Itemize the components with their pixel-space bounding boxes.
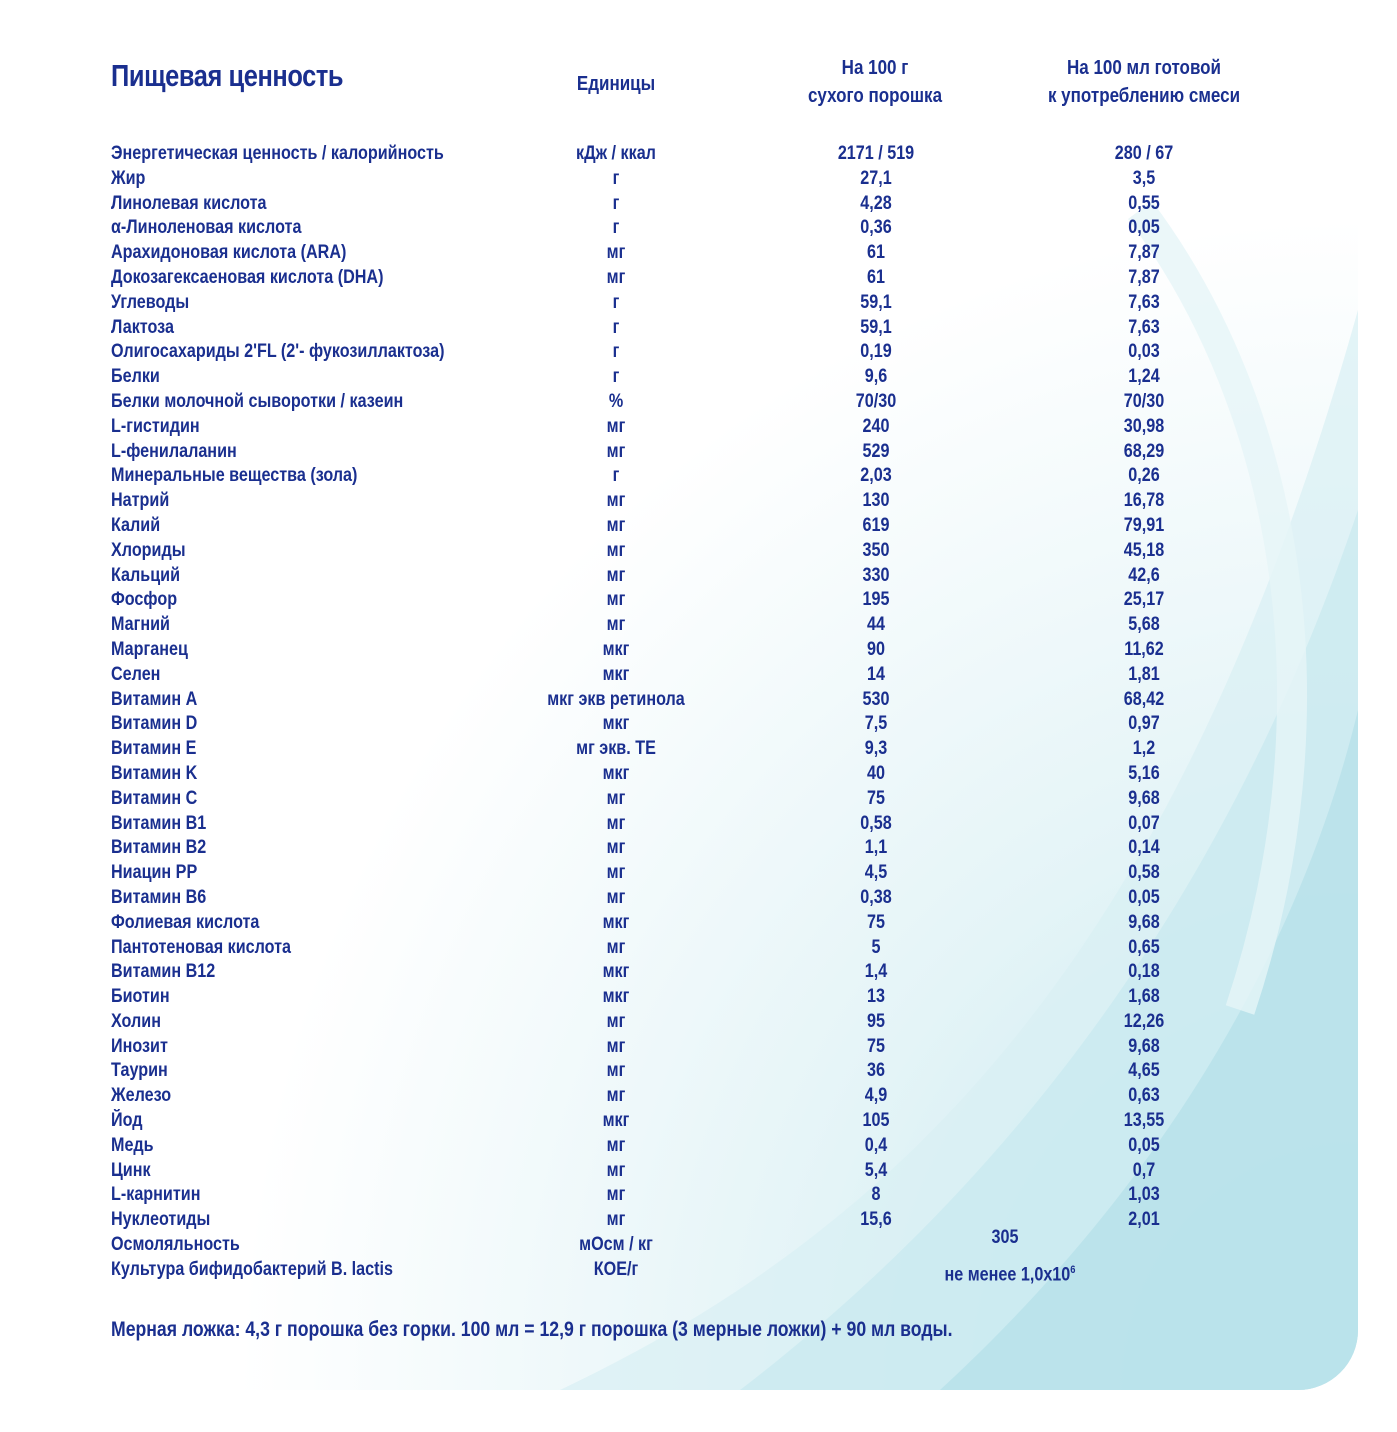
row-ready-value: 0,05 [1128, 1134, 1160, 1156]
table-row [0, 712, 1397, 737]
row-dry-value: 5,4 [864, 1159, 888, 1181]
row-dry-value: 14 [867, 663, 885, 685]
row-name: L-фенилаланин [111, 440, 237, 462]
table-row [0, 960, 1397, 985]
row-unit: мг [606, 1184, 626, 1206]
row-dry-value: 70/30 [855, 390, 897, 412]
table-row [0, 365, 1397, 390]
table-row [0, 762, 1397, 787]
row-merged-value [920, 1226, 1090, 1251]
row-name: Фосфор [111, 589, 178, 611]
row-name: Железо [111, 1085, 172, 1107]
row-name: Фолиевая кислота [111, 911, 260, 933]
row-unit: г [612, 217, 620, 239]
table-row [0, 216, 1397, 241]
table-row [0, 241, 1397, 266]
row-unit: мг [606, 1010, 626, 1032]
row-unit: мкг [602, 713, 630, 735]
row-name: Нуклеотиды [111, 1209, 211, 1231]
row-ready-value: 7,63 [1128, 316, 1160, 338]
row-ready-value: 70/30 [1123, 390, 1165, 412]
row-unit: мкг [602, 663, 630, 685]
row-ready-value: 9,68 [1128, 1035, 1160, 1057]
table-row [0, 688, 1397, 713]
row-ready-value: 7,87 [1128, 266, 1160, 288]
row-unit: мкг экв ретинола [547, 688, 685, 710]
row-unit: г [612, 291, 620, 313]
table-row [0, 415, 1397, 440]
row-ready-value: 11,62 [1124, 638, 1164, 660]
row-ready-value: 0,55 [1128, 192, 1160, 214]
row-ready-value: 1,81 [1128, 663, 1160, 685]
row-name: Витамин C [111, 787, 198, 809]
row-ready-value: 9,68 [1128, 911, 1160, 933]
row-ready-value: 0,05 [1128, 886, 1160, 908]
row-name: Витамин B2 [111, 837, 207, 859]
table-row [0, 1258, 1397, 1286]
row-ready-value: 1,24 [1128, 366, 1160, 388]
row-ready-value: 0,18 [1128, 961, 1160, 983]
row-dry-value: 0,4 [864, 1134, 888, 1156]
row-unit: кДж / ккал [576, 143, 656, 164]
page-title: Пищевая ценность [111, 58, 344, 93]
table-row [0, 291, 1397, 316]
table-row [0, 1183, 1397, 1208]
row-name: Инозит [111, 1035, 168, 1057]
table-row [0, 1134, 1397, 1159]
row-name: Осмоляльность [111, 1234, 240, 1256]
row-ready-value: 16,78 [1123, 490, 1165, 512]
table-row [0, 787, 1397, 812]
row-unit: мг экв. TE [576, 738, 656, 760]
row-dry-value: 44 [867, 614, 885, 636]
row-ready-value: 68,29 [1123, 440, 1165, 462]
row-ready-value: 1,68 [1128, 986, 1160, 1008]
row-dry-value: 4,28 [860, 192, 892, 214]
row-unit: мкг [602, 638, 630, 660]
row-ready-value: 13,55 [1123, 1110, 1165, 1132]
row-name: Хлориды [111, 539, 186, 561]
row-ready-value: 0,7 [1132, 1159, 1156, 1181]
row-dry-value: 61 [867, 266, 885, 288]
header-dry-line2: сухого порошка [807, 85, 943, 107]
row-unit: мг [606, 440, 626, 462]
table-row [0, 861, 1397, 886]
row-name: L-карнитин [111, 1184, 201, 1206]
table-row [0, 985, 1397, 1010]
row-name: Витамин D [111, 713, 198, 735]
row-dry-value: 9,3 [864, 738, 888, 760]
row-unit: мг [606, 415, 626, 437]
row-dry-value: 0,19 [860, 341, 892, 363]
row-dry-value: 195 [862, 589, 890, 611]
row-unit: мг [606, 266, 626, 288]
table-row [0, 1084, 1397, 1109]
nutrition-table [0, 142, 1397, 1286]
row-dry-value: 36 [867, 1060, 885, 1082]
row-ready-value: 9,68 [1128, 787, 1160, 809]
row-unit: мг [606, 787, 626, 809]
row-ready-value: 79,91 [1123, 514, 1165, 536]
row-unit: г [612, 316, 620, 338]
row-dry-value: 0,58 [860, 812, 892, 834]
row-name: Пантотеновая кислота [111, 936, 292, 958]
row-unit: мг [606, 490, 626, 512]
header-units: Единицы [576, 73, 656, 95]
row-dry-value: 1,4 [864, 961, 888, 983]
row-ready-value: 0,05 [1128, 217, 1160, 239]
row-unit: мг [606, 614, 626, 636]
row-dry-value: 7,5 [864, 713, 888, 735]
row-dry-value: 105 [862, 1110, 890, 1132]
row-ready-value: 12,26 [1123, 1010, 1165, 1032]
row-dry-value: 4,5 [864, 862, 888, 884]
row-ready-value: 5,68 [1128, 614, 1160, 636]
row-name: Арахидоновая кислота (ARA) [111, 242, 347, 264]
row-unit: г [612, 341, 620, 363]
table-row [0, 638, 1397, 663]
row-name: Культура бифидобактерий B. lactis [111, 1258, 393, 1280]
row-unit: мг [606, 1159, 626, 1181]
row-ready-value: 5,16 [1128, 762, 1160, 784]
row-name: Медь [111, 1134, 154, 1156]
row-dry-value: 130 [862, 490, 890, 512]
row-name: Жир [111, 167, 146, 189]
row-unit: мг [606, 1085, 626, 1107]
row-name: Энергетическая ценность / калорийность [111, 143, 444, 164]
row-dry-value: 330 [862, 564, 890, 586]
table-row [0, 514, 1397, 539]
row-dry-value: 40 [867, 762, 885, 784]
row-dry-value: 5 [871, 936, 881, 958]
row-unit: мг [606, 837, 626, 859]
table-row [0, 886, 1397, 911]
row-name: Углеводы [111, 291, 190, 313]
table-row [0, 1035, 1397, 1060]
row-unit: мОсм / кг [579, 1234, 653, 1256]
row-ready-value: 0,65 [1128, 936, 1160, 958]
row-dry-value: 15,6 [860, 1209, 892, 1231]
table-row [0, 564, 1397, 589]
row-unit: г [612, 167, 620, 189]
row-ready-value: 1,03 [1128, 1184, 1160, 1206]
row-ready-value: 0,14 [1128, 837, 1160, 859]
row-ready-value: 0,58 [1128, 862, 1160, 884]
row-name: Витамин B12 [111, 961, 216, 983]
row-dry-value: 27,1 [860, 167, 892, 189]
row-unit: г [612, 366, 620, 388]
row-merged-value-text: не менее 1,0x10 [944, 1264, 1071, 1286]
row-ready-value: 0,63 [1128, 1085, 1160, 1107]
row-unit: мкг [602, 961, 630, 983]
row-ready-value: 45,18 [1123, 539, 1165, 561]
row-ready-value: 68,42 [1123, 688, 1165, 710]
row-unit: мг [606, 936, 626, 958]
row-name: Таурин [111, 1060, 168, 1082]
row-name: Холин [111, 1010, 161, 1032]
row-name: Магний [111, 614, 170, 636]
table-row [0, 1208, 1397, 1233]
row-ready-value: 42,6 [1128, 564, 1160, 586]
row-unit: мкг [602, 762, 630, 784]
row-unit: мкг [602, 986, 630, 1008]
row-name: Йод [111, 1110, 143, 1132]
footnote: Мерная ложка: 4,3 г порошка без горки. 100 мл = 12,9 г порошка (3 мерные ложки) + 90 мл воды. [111, 1318, 953, 1341]
table-row [0, 836, 1397, 861]
table-row [0, 192, 1397, 217]
row-dry-value: 0,38 [860, 886, 892, 908]
row-ready-value: 0,97 [1128, 713, 1160, 735]
row-name: Белки молочной сыворотки / казеин [111, 390, 404, 412]
row-unit: мг [606, 1209, 626, 1231]
row-name: Биотин [111, 986, 170, 1008]
row-ready-value: 280 / 67 [1114, 143, 1174, 164]
table-row [0, 588, 1397, 613]
table-row [0, 812, 1397, 837]
row-name: Витамин K [111, 762, 198, 784]
row-name: Витамин A [111, 688, 198, 710]
row-unit: мг [606, 514, 626, 536]
row-name: Лактоза [111, 316, 174, 338]
row-name: Докозагексаеновая кислота (DHA) [111, 266, 384, 288]
row-name: Олигосахариды 2'FL (2'- фукозиллактоза) [111, 341, 445, 363]
row-dry-value: 530 [862, 688, 890, 710]
row-dry-value: 59,1 [860, 316, 892, 338]
table-row [0, 266, 1397, 291]
table-row [0, 1227, 1397, 1258]
row-name: Марганец [111, 638, 188, 660]
row-dry-value: 4,9 [864, 1085, 888, 1107]
row-merged-value-text: 305 [991, 1227, 1019, 1249]
row-unit: мг [606, 862, 626, 884]
row-name: Витамин B1 [111, 812, 207, 834]
row-dry-value: 2171 / 519 [837, 143, 915, 164]
row-ready-value: 7,63 [1128, 291, 1160, 313]
table-row [0, 489, 1397, 514]
row-dry-value: 95 [867, 1010, 885, 1032]
row-name: Натрий [111, 490, 170, 512]
row-name: Ниацин PP [111, 862, 198, 884]
row-name: Калий [111, 514, 161, 536]
table-row [0, 464, 1397, 489]
row-unit: мг [606, 812, 626, 834]
row-ready-value: 0,03 [1128, 341, 1160, 363]
row-unit: мг [606, 564, 626, 586]
row-ready-value: 3,5 [1132, 167, 1156, 189]
table-row [0, 142, 1397, 167]
row-dry-value: 75 [867, 911, 885, 933]
row-name: Линолевая кислота [111, 192, 267, 214]
row-dry-value: 1,1 [864, 837, 888, 859]
row-dry-value: 75 [867, 787, 885, 809]
table-row [0, 440, 1397, 465]
row-name: Витамин B6 [111, 886, 207, 908]
table-row [0, 390, 1397, 415]
header-ready [1034, 54, 1255, 110]
row-ready-value: 2,01 [1128, 1209, 1160, 1231]
row-dry-value: 9,6 [864, 366, 888, 388]
row-dry-value: 350 [862, 539, 890, 561]
row-ready-value: 7,87 [1128, 242, 1160, 264]
row-unit: мкг [602, 911, 630, 933]
table-row [0, 911, 1397, 936]
table-row [0, 539, 1397, 564]
row-name: Минеральные вещества (зола) [111, 465, 358, 487]
header-dry-line1: На 100 г [841, 57, 909, 79]
row-ready-value: 30,98 [1123, 415, 1165, 437]
row-ready-value: 4,65 [1128, 1060, 1160, 1082]
table-row [0, 167, 1397, 192]
row-dry-value: 0,36 [860, 217, 892, 239]
table-row [0, 1059, 1397, 1084]
row-dry-value: 59,1 [860, 291, 892, 313]
header-ready-line1: На 100 мл готовой [1066, 57, 1222, 79]
row-unit: мг [606, 539, 626, 561]
row-dry-value: 240 [862, 415, 890, 437]
table-row [0, 737, 1397, 762]
row-name: Селен [111, 663, 161, 685]
row-dry-value: 13 [867, 986, 885, 1008]
row-dry-value: 529 [862, 440, 890, 462]
table-row [0, 1109, 1397, 1134]
superscript-exponent: 6 [1070, 1263, 1076, 1276]
row-dry-value: 8 [871, 1184, 881, 1206]
row-unit: мг [606, 1134, 626, 1156]
row-name: Кальций [111, 564, 181, 586]
row-merged-value [883, 1258, 1138, 1288]
header-ready-line2: к употреблению смеси [1047, 85, 1241, 107]
row-unit: мг [606, 886, 626, 908]
table-row [0, 613, 1397, 638]
row-dry-value: 2,03 [860, 465, 892, 487]
row-unit: г [612, 465, 620, 487]
row-ready-value: 25,17 [1123, 589, 1165, 611]
row-dry-value: 61 [867, 242, 885, 264]
row-dry-value: 90 [867, 638, 885, 660]
header-dry [790, 54, 960, 110]
row-ready-value: 1,2 [1132, 738, 1156, 760]
table-row [0, 1010, 1397, 1035]
row-unit: мг [606, 589, 626, 611]
row-ready-value: 0,26 [1128, 465, 1160, 487]
row-name: Витамин E [111, 738, 197, 760]
row-unit: КОЕ/г [593, 1258, 639, 1280]
row-name: α-Линоленовая кислота [111, 217, 302, 239]
table-row [0, 936, 1397, 961]
row-name: Цинк [111, 1159, 151, 1181]
row-ready-value: 0,07 [1128, 812, 1160, 834]
row-unit: мг [606, 1060, 626, 1082]
table-row [0, 316, 1397, 341]
row-unit: мг [606, 1035, 626, 1057]
row-dry-value: 619 [862, 514, 890, 536]
row-name: Белки [111, 366, 160, 388]
table-row [0, 663, 1397, 688]
row-unit: г [612, 192, 620, 214]
row-name: L-гистидин [111, 415, 200, 437]
row-dry-value: 75 [867, 1035, 885, 1057]
table-row [0, 1159, 1397, 1184]
table-row [0, 340, 1397, 365]
row-unit: % [608, 390, 624, 412]
row-unit: мкг [602, 1110, 630, 1132]
row-unit: мг [606, 242, 626, 264]
